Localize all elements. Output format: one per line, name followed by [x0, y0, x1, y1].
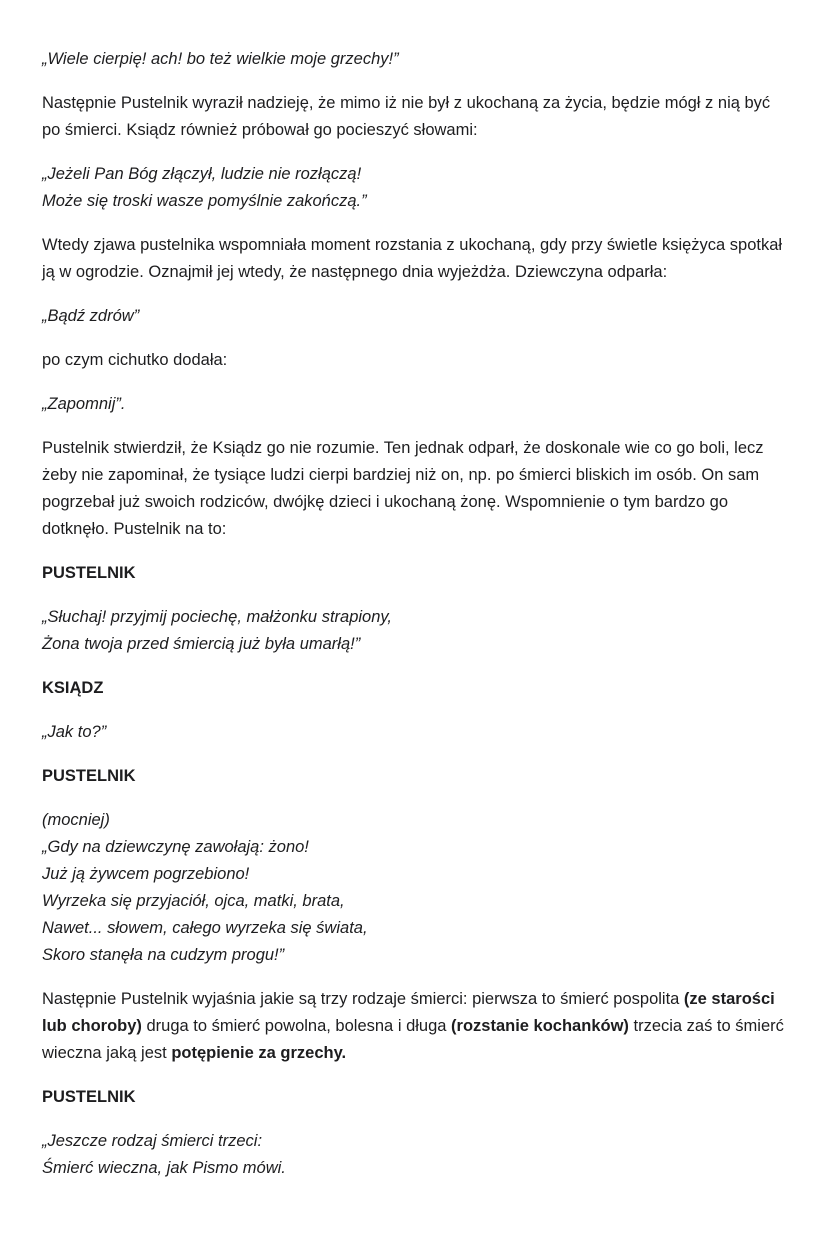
quote-line: „Bądź zdrów”: [42, 307, 140, 325]
quote-block: [42, 719, 786, 746]
quote-line: Może się troski wasze pomyślnie zakończą.”: [42, 192, 367, 210]
quote-line: „Gdy na dziewczynę zawołają: żono!: [42, 838, 309, 856]
speaker-heading: PUSTELNIK: [42, 767, 136, 785]
quote-line: „Słuchaj! przyjmij pociechę, małżonku strapiony,: [42, 608, 393, 626]
text-segment: druga to śmierć powolna, bolesna i długa: [141, 1017, 452, 1035]
quote-line: Już ją żywcem pogrzebiono!: [42, 865, 250, 883]
speaker-heading: PUSTELNIK: [42, 564, 136, 582]
quote-block: [42, 391, 786, 418]
quote-line: „Wiele cierpię! ach! bo też wielkie moje grzechy!”: [42, 50, 399, 68]
quote-line: „Jeszcze rodzaj śmierci trzeci:: [42, 1132, 263, 1150]
quote-block: [42, 161, 786, 215]
bold-text-segment: potępienie za grzechy.: [171, 1044, 347, 1062]
quote-line: Skoro stanęła na cudzym progu!”: [42, 946, 285, 964]
text-segment: Następnie Pustelnik wyjaśnia jakie są trzy rodzaje śmierci: pierwsza to śmierć pospolita: [42, 990, 684, 1008]
paragraph: Pustelnik stwierdził, że Ksiądz go nie rozumie. Ten jednak odparł, że doskonale wie co go boli, lecz żeby nie zapominał, że tysiące ludzi cierpi bardziej niż on, np. po śmierci bliskich im osób. On sam pogrzebał już swoich rodziców, dwójkę dzieci i ukochaną żonę. Wspomnienie o tym bardzo go dotknęło. Pustelnik na to:: [42, 439, 764, 538]
quote-line: „Jak to?”: [42, 723, 107, 741]
document-body: [42, 46, 786, 1182]
quote-block: [42, 807, 786, 969]
quote-line: Wyrzeka się przyjaciół, ojca, matki, brata,: [42, 892, 345, 910]
paragraph: Wtedy zjawa pustelnika wspomniała moment rozstania z ukochaną, gdy przy świetle księżyca spotkał ją w ogrodzie. Oznajmił jej wtedy, że następnego dnia wyjeżdża. Dziewczyna odparła:: [42, 236, 783, 281]
quote-block: [42, 46, 786, 73]
paragraph: Następnie Pustelnik wyraził nadzieję, że mimo iż nie był z ukochaną za życia, będzie mógł z nią być po śmierci. Ksiądz również próbował go pocieszyć słowami:: [42, 94, 771, 139]
text-segment: trzecia zaś to śmierć wieczna jaką jest: [42, 1017, 784, 1062]
speaker-heading: PUSTELNIK: [42, 1088, 136, 1106]
speaker-heading: KSIĄDZ: [42, 679, 104, 697]
paragraph: [42, 986, 786, 1067]
quote-line: Śmierć wieczna, jak Pismo mówi.: [42, 1159, 286, 1177]
bold-text-segment: (rozstanie kochanków): [451, 1017, 629, 1035]
bold-text-segment: (ze starości lub choroby): [42, 990, 775, 1035]
quote-line: (mocniej): [42, 811, 110, 829]
quote-block: [42, 303, 786, 330]
quote-line: „Jeżeli Pan Bóg złączył, ludzie nie rozłączą!: [42, 165, 362, 183]
quote-line: Nawet... słowem, całego wyrzeka się świata,: [42, 919, 368, 937]
quote-block: [42, 604, 786, 658]
quote-line: Żona twoja przed śmiercią już była umarłą!”: [42, 635, 361, 653]
paragraph: po czym cichutko dodała:: [42, 351, 228, 369]
quote-line: „Zapomnij”.: [42, 395, 126, 413]
quote-block: [42, 1128, 786, 1182]
